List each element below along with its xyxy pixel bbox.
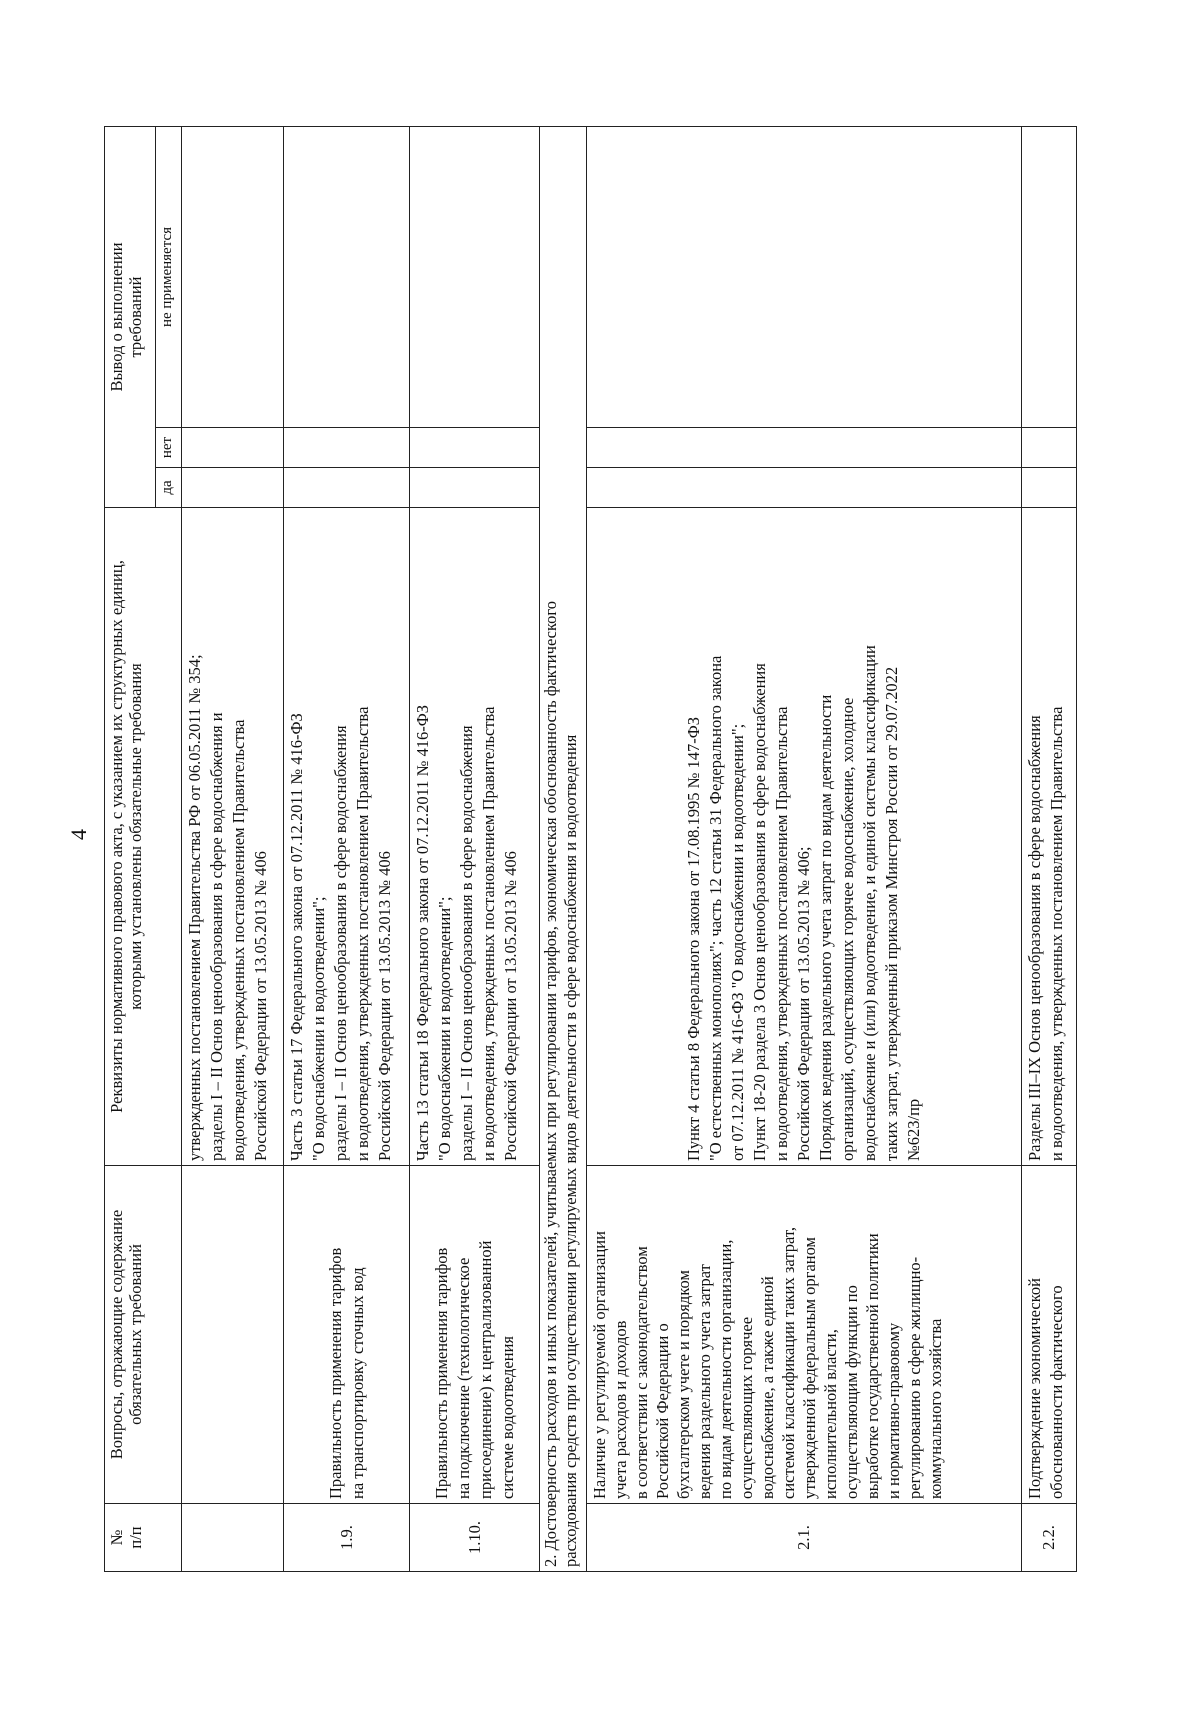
header-yes: да (155, 468, 181, 508)
row-question (181, 1166, 283, 1504)
row-number: 1.10. (410, 1504, 540, 1572)
row-question: Наличие у регулируемой организации учета расходов и доходов в соответствии с законодательством Российской Федерации о бухгалтерском учете и порядком ведения раздельного учета затрат по видам деятельности организации, осуществляющих горячее водоснабжение, а также единой системой классификации таких затрат, утвержденной федеральным органом исполнительной власти, осуществляющим функции по выработке государственной политики и нормативно-правовому регулированию в сфере жилищно- коммунального хозяйства (587, 1166, 1022, 1504)
cell-yes (410, 468, 540, 508)
cell-no (181, 428, 283, 468)
cell-na (284, 127, 410, 428)
section-row (539, 127, 586, 1572)
rotated-table-wrapper (104, 127, 1077, 1572)
cell-yes (284, 468, 410, 508)
row-question: Правильность применения тарифов на транспортировку сточных вод (284, 1166, 410, 1504)
page-number: 4 (66, 829, 91, 840)
header-no-col: нет (155, 428, 181, 468)
cell-na (410, 127, 540, 428)
cell-no (410, 428, 540, 468)
header-questions: Вопросы, отражающие содержание обязательных требований (105, 1166, 182, 1504)
cell-yes (1022, 468, 1077, 508)
header-no: № п/п (105, 1504, 182, 1572)
table-row (284, 127, 410, 1572)
requirements-table (104, 126, 1077, 1572)
cell-yes (181, 468, 283, 508)
header-conclusion: Вывод о выполнении требований (105, 127, 156, 508)
row-requisites: Разделы III–IX Основ ценообразования в сфере водоснабжения и водоотведения, утвержденных постановлением Правительства (1022, 508, 1077, 1166)
row-question: Правильность применения тарифов на подключение (технологическое присоединение) к централизованной системе водоотведения (410, 1166, 540, 1504)
header-requisites: Реквизиты нормативного правового акта, с указанием их структурных единиц, которыми установлены обязательные требования (105, 508, 182, 1166)
cell-no (1022, 428, 1077, 468)
row-number (181, 1504, 283, 1572)
table-row (181, 127, 283, 1572)
row-question: Подтверждение экономической обоснованности фактического (1022, 1166, 1077, 1504)
table-row (410, 127, 540, 1572)
row-requisites: утвержденных постановлением Правительства РФ от 06.05.2011 № 354; разделы I – II Основ ценообразования в сфере водоснабжения и водоотведения, утвержденных постановлением Правительства Российской Федерации от 13.05.2013 № 406 (181, 508, 283, 1166)
row-number: 1.9. (284, 1504, 410, 1572)
cell-no (587, 428, 1022, 468)
cell-no (284, 428, 410, 468)
row-number: 2.1. (587, 1504, 1022, 1572)
cell-yes (587, 468, 1022, 508)
table-row (587, 127, 1022, 1572)
table-row (1022, 127, 1077, 1572)
cell-na (181, 127, 283, 428)
row-requisites: Часть 13 статьи 18 Федерального закона от 07.12.2011 № 416-ФЗ "О водоснабжении и водоотведении"; разделы I – II Основ ценообразования в сфере водоснабжения и водоотведения, утвержденных постановлением Правительства Российской Федерации от 13.05.2013 № 406 (410, 508, 540, 1166)
cell-na (587, 127, 1022, 428)
section-2-title: 2. Достоверность расходов и иных показателей, учитываемых при регулировании тарифов, экономическая обоснованность фактического расходования средств при осуществлении регулируемых видов деятельности в сфере водоснабжения и водоотведения (539, 127, 586, 1572)
cell-na (1022, 127, 1077, 428)
header-not-applicable: не применяется (155, 127, 181, 428)
row-number: 2.2. (1022, 1504, 1077, 1572)
row-requisites: Пункт 4 статьи 8 Федерального закона от 17.08.1995 № 147-ФЗ "О естественных монополиях"; часть 12 статьи 31 Федерального закона от 07.12.2011 № 416-ФЗ "О водоснабжении и водоотведении"; Пункт 18-20 раздела 3 Основ ценообразования в сфере водоснабжения и водоотведения, утвержденных постановлением Правительства Российской Федерации от 13.05.2013 № 406; Порядок ведения раздельного учета затрат по видам деятельности организаций, осуществляющих горячее водоснабжение, холодное водоснабжение и (или) водоотведение, и единой системы классификации таких затрат, утвержденный приказом Минстроя России от 29.07.2022 №623/пр (587, 508, 1022, 1166)
row-requisites: Часть 3 статьи 17 Федерального закона от 07.12.2011 № 416-ФЗ "О водоснабжении и водоотведении"; разделы I – II Основ ценообразования в сфере водоснабжения и водоотведения, утвержденных постановлением Правительства Российской Федерации от 13.05.2013 № 406 (284, 508, 410, 1166)
